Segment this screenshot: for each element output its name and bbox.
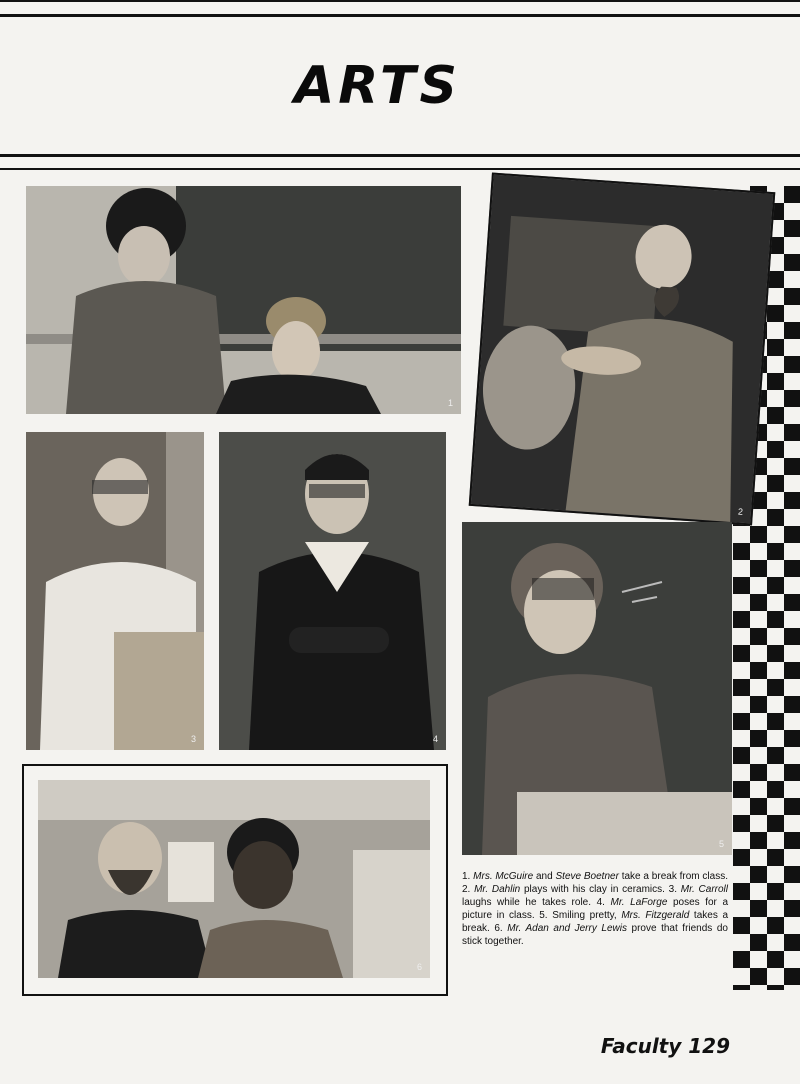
caption-name: Mrs. Fitzgerald: [621, 910, 690, 921]
caption-text: poses for a picture in class.: [462, 897, 729, 921]
page-number: 129: [688, 1034, 730, 1058]
photo-number: 4: [432, 734, 438, 744]
top-rule: [0, 0, 800, 2]
caption-number: 3.: [668, 884, 681, 895]
photo-number: 6: [416, 962, 422, 972]
photo-6: [38, 780, 430, 978]
photo-2: [469, 173, 776, 526]
caption-text: laughs while he takes role.: [462, 897, 597, 908]
top-rule: [0, 14, 800, 17]
caption-text: plays with his clay in ceramics.: [520, 884, 669, 895]
caption-name: Steve Boetner: [555, 871, 619, 882]
photo-1: [26, 186, 461, 414]
title-rule: [0, 168, 800, 170]
page-footer: [601, 1034, 730, 1058]
caption-text: takes a break.: [462, 910, 729, 934]
caption-name: Mr. LaForge: [610, 897, 668, 908]
caption-text: prove that friends do stick together.: [462, 923, 728, 947]
caption-number: 1.: [462, 871, 474, 882]
footer-section: Faculty: [600, 1034, 682, 1058]
caption-name: Mr. Dahlin: [474, 884, 521, 895]
caption-name: Mr. Adan and Jerry Lewis: [507, 923, 627, 934]
photo-4: [219, 432, 446, 750]
caption-name: Mr. Carroll: [680, 884, 728, 895]
photo-caption: [462, 870, 728, 948]
photo-number: 3: [190, 734, 196, 744]
caption-text: and: [533, 871, 556, 882]
caption-name: Mrs. McGuire: [473, 871, 534, 882]
photo-number: 1: [447, 398, 453, 408]
photo-number: 5: [718, 839, 724, 849]
photo-5: [462, 522, 732, 855]
page-title: ARTS: [294, 56, 461, 116]
caption-number: 6.: [494, 923, 508, 934]
photo-3: [26, 432, 204, 750]
title-rule: [0, 154, 800, 157]
photo-number: 2: [737, 506, 744, 517]
caption-number: 2.: [462, 884, 475, 895]
caption-text: take a break from class.: [618, 871, 728, 882]
photo-6-frame: [22, 764, 448, 996]
caption-number: 4.: [596, 897, 611, 908]
caption-number: 5. Smiling pretty,: [539, 910, 622, 921]
